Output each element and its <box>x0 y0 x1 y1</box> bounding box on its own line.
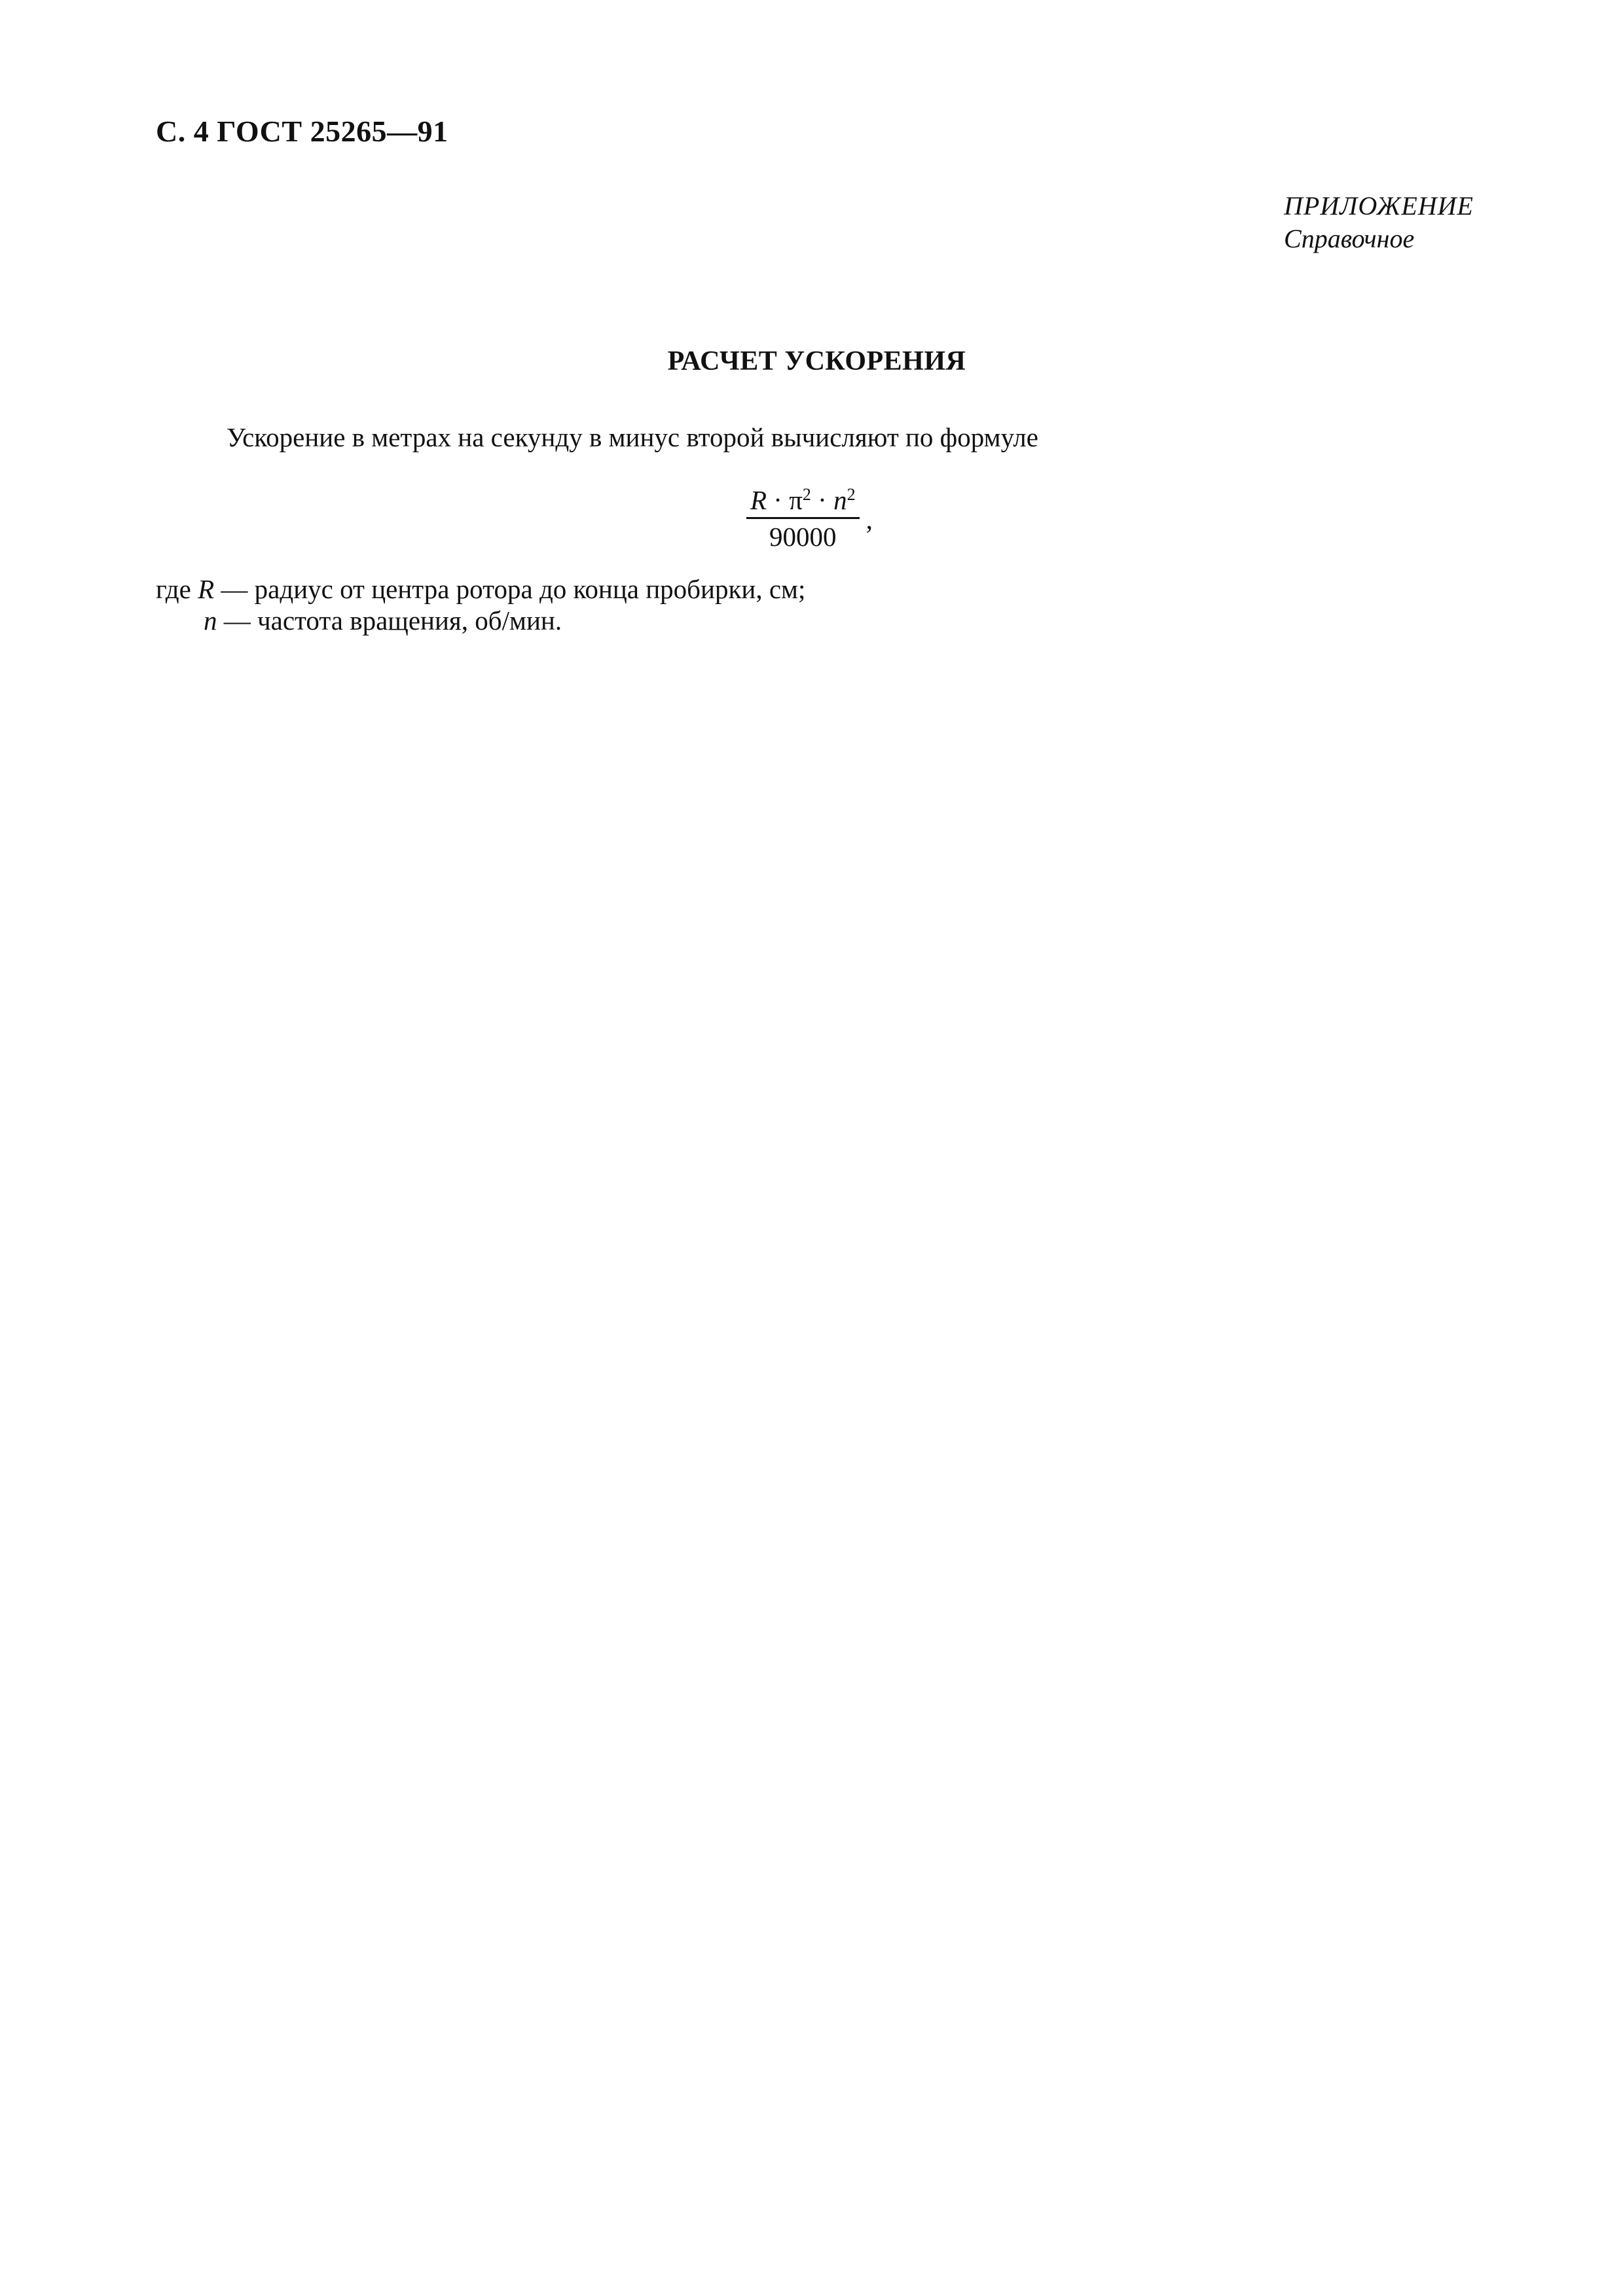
definition-symbol: R <box>198 574 215 604</box>
variable-definitions <box>156 573 805 636</box>
definition-r <box>156 573 805 605</box>
formula-pi: · π <box>767 485 803 515</box>
formula-fraction <box>746 480 860 553</box>
definition-symbol: n <box>204 605 217 636</box>
page-header: С. 4 ГОСТ 25265—91 <box>156 115 448 148</box>
formula-symbol-r: R <box>750 485 767 515</box>
appendix-title: ПРИЛОЖЕНИЕ <box>1284 191 1474 221</box>
formula-exponent-n: 2 <box>847 485 856 504</box>
formula-dot: · <box>811 485 834 515</box>
appendix-label <box>1284 190 1474 255</box>
section-title: РАСЧЕТ УСКОРЕНИЯ <box>667 346 966 376</box>
appendix-subtitle: Справочное <box>1284 224 1415 253</box>
acceleration-formula <box>746 480 873 553</box>
intro-paragraph: Ускорение в метрах на секунду в минус второй вычисляют по формуле <box>227 422 1038 452</box>
definition-text: — радиус от центра ротора до конца пробирки, см; <box>214 574 806 604</box>
definition-text: — частота вращения, об/мин. <box>217 605 562 636</box>
formula-exponent-pi: 2 <box>802 485 811 504</box>
formula-comma: , <box>866 504 873 535</box>
formula-numerator <box>746 480 860 519</box>
definition-prefix: где <box>156 574 198 604</box>
formula-denominator: 90000 <box>769 522 837 552</box>
definition-n <box>156 605 805 636</box>
formula-symbol-n: n <box>833 485 847 515</box>
